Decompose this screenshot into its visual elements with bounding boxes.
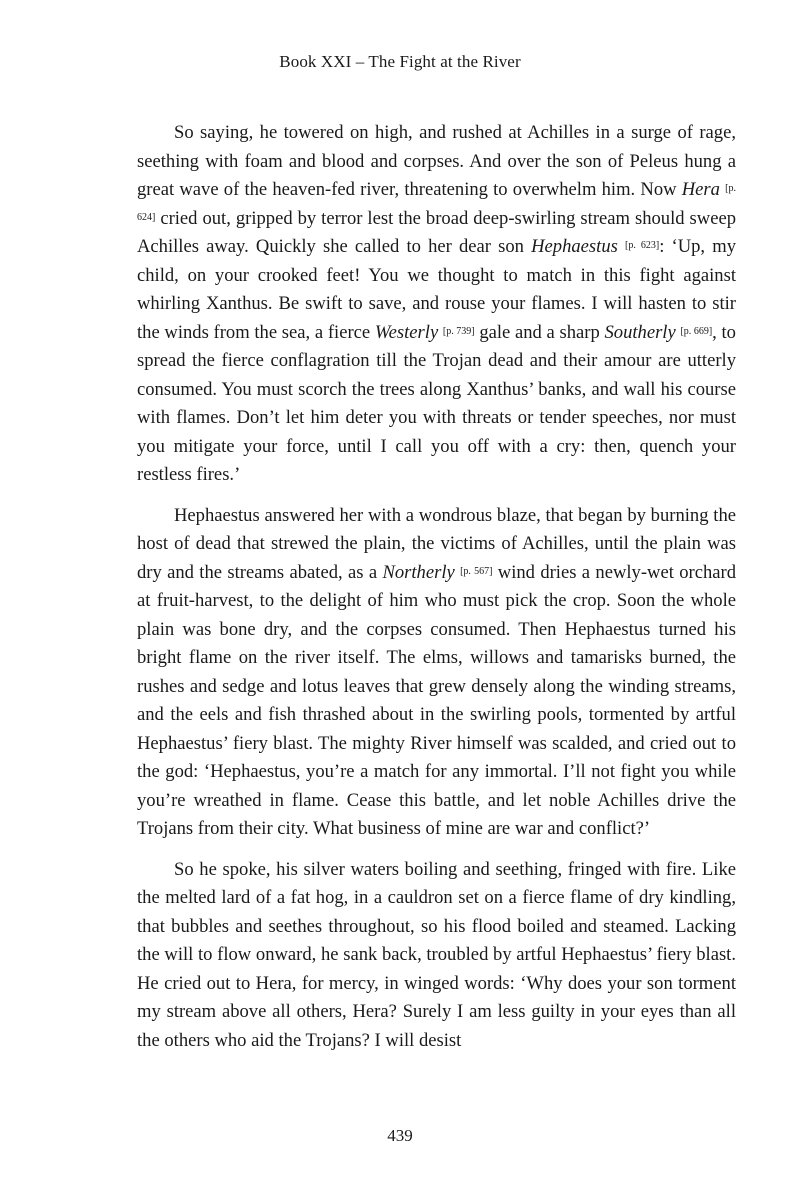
text-span: So saying, he towered on high, and rushed at Achilles in a surge of rage, seething with foam and blood and corpses. And over the son of Peleus hung a great wave of the heaven-fed river, threatening to overwhelm him. Now bbox=[137, 122, 736, 200]
page-number: 439 bbox=[387, 1126, 413, 1145]
paragraph-1 bbox=[137, 119, 736, 490]
name-southerly: Southerly bbox=[604, 321, 676, 343]
text-span: cried out, gripped by terror lest the broad deep-swirling stream should sweep Achilles away. Quickly she called to her dear son bbox=[137, 207, 736, 257]
text-span: gale and a sharp bbox=[474, 321, 605, 343]
page-ref-northerly[interactable]: [p. 567] bbox=[460, 565, 493, 577]
running-header: Book XXI – The Fight at the River bbox=[279, 52, 521, 71]
page-ref-westerly[interactable]: [p. 739] bbox=[442, 325, 475, 337]
text-span: : ‘Up, my child, on your crooked feet! You we thought to match in this fight against whirling Xanthus. Be swift to save, and rouse your flames. I will hasten to stir the winds from the sea, a fierce bbox=[137, 236, 736, 343]
page-body bbox=[137, 119, 736, 1067]
text-span: So he spoke, his silver waters boiling and seething, fringed with fire. Like the melted lard of a fat hog, in a cauldron set on a fierce flame of dry kindling, that bubbles and seethes throughout, so his flood boiled and steamed. Lacking the will to flow onward, he sank back, troubled by artful Hephaestus’ fiery blast. He cried out to Hera, for mercy, in winged words: ‘Why does your son torment my stream above all others, Hera? Surely I am less guilty in your eyes than all the others who aid the Trojans? I will desist bbox=[137, 858, 736, 1051]
text-span: , to spread the fierce conflagration till the Trojan dead and their amour are utterly consumed. You must scorch the trees along Xanthus’ banks, and wall his course with flames. Don’t let him deter you with threats or tender speeches, nor must you mitigate your force, until I call you off with a cry: then, quench your restless fires.’ bbox=[137, 321, 736, 485]
text-span: Hephaestus answered her with a wondrous blaze, that began by burning the host of dead that strewed the plain, the victims of Achilles, until the plain was dry and the streams abated, as a bbox=[137, 504, 736, 583]
page-ref-hera[interactable]: [p. 624] bbox=[137, 183, 736, 223]
name-northerly: Northerly bbox=[382, 561, 455, 583]
name-hephaestus: Hephaestus bbox=[531, 236, 618, 257]
page-ref-hephaestus[interactable]: [p. 623] bbox=[625, 240, 660, 251]
text-span: wind dries a newly-wet orchard at fruit-harvest, to the delight of him who must pick the crop. Soon the whole plain was bone dry, and the corpses consumed. Then Hephaestus turned his bright flame on the river itself. The elms, willows and tamarisks burned, the rushes and sedge and lotus leaves that grew densely along the winding streams, and the eels and fish thrashed about in the swirling pools, tormented by artful Hephaestus’ fiery blast. The mighty River himself was scalded, and cried out to the god: ‘Hephaestus, you’re a match for any immortal. I’ll not fight you while you’re wreathed in flame. Cease this battle, and let noble Achilles drive the Trojans from their city. What business of mine are war and conflict?’ bbox=[137, 561, 736, 839]
paragraph-3 bbox=[137, 856, 736, 1056]
page-ref-southerly[interactable]: [p. 669] bbox=[680, 325, 713, 337]
name-westerly: Westerly bbox=[374, 321, 439, 343]
name-hera: Hera bbox=[681, 179, 720, 200]
paragraph-2 bbox=[137, 502, 736, 844]
